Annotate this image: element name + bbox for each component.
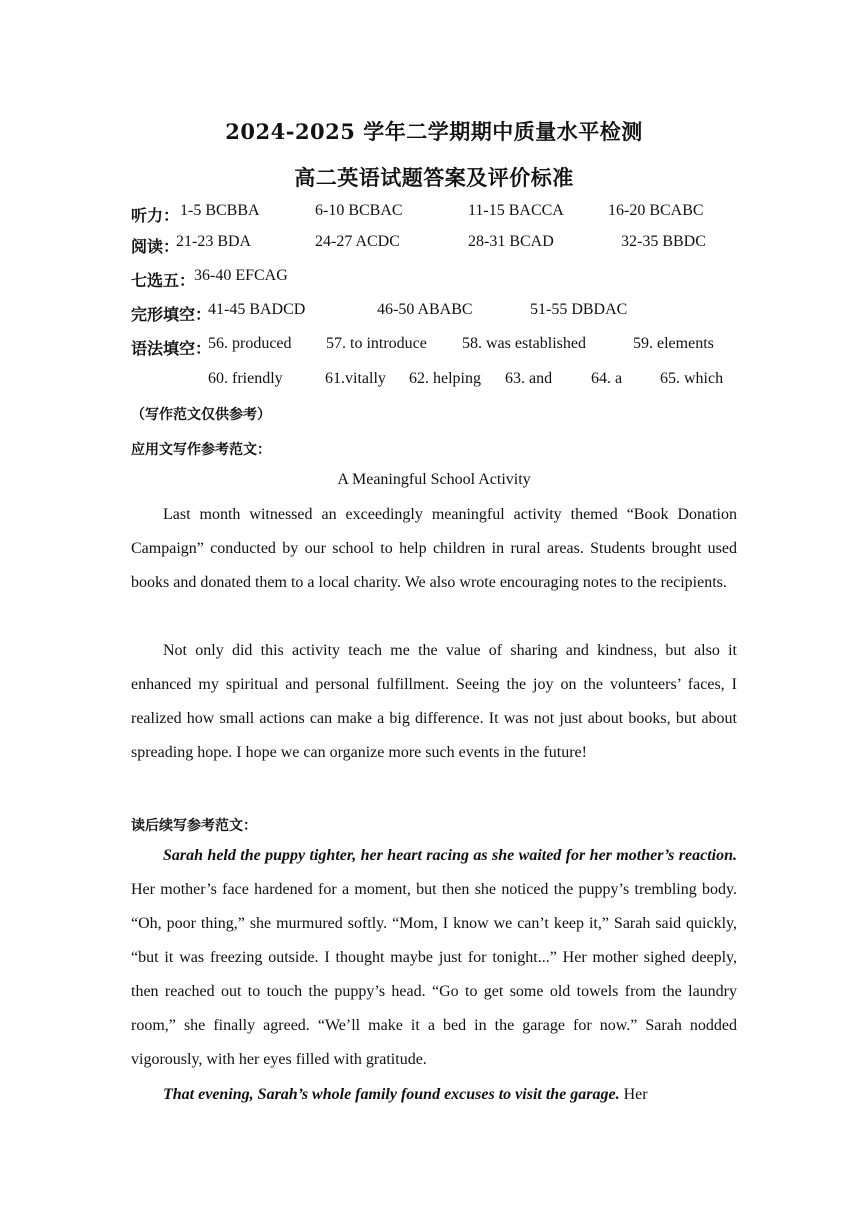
answer-group: 6-10 BCBAC <box>315 202 403 219</box>
seven-choose-five-label: 七选五： <box>131 271 196 290</box>
grammar-answer: 65. which <box>660 370 724 387</box>
grammar-answer: 64. a <box>591 370 623 387</box>
grammar-answer: 58. was established <box>462 335 586 352</box>
continuation-lead-sentence-1: Sarah held the puppy tighter, her heart racing as she waited for her mother’s reaction. <box>163 847 737 864</box>
grammar-answer: 57. to introduce <box>326 335 427 352</box>
continuation-body-1: Her mother’s face hardened for a moment, but then she noticed the puppy’s trembling body. “Oh, poor thing,” she murmured softly. “Mom, I know we can’t keep it,” Sarah said quickly, “but it was freezing outside. I thought maybe just for tonight...” Her mother sighed deeply, then reached out to touch the puppy’s head. “Go to get some old towels from the laundry room,” she finally agreed. “We’ll make it a bed in the garage for now.” Sarah nodded vigorously, with her eyes filled with gratitude. <box>131 881 737 1068</box>
essay-title: A Meaningful School Activity <box>337 471 531 488</box>
answer-group: 21-23 BDA <box>176 233 252 250</box>
practical-essay-paragraph-2: Not only did this activity teach me the value of sharing and kindness, but also it enhanced my spiritual and personal fulfillment. Seeing the joy on the volunteers’ faces, I realized how small actions can make a big difference. It was not just about books, but about spreading hope. I hope we can organize more such events in the future! <box>131 642 737 761</box>
answer-group: 32-35 BBDC <box>621 233 706 250</box>
answer-group: 24-27 ACDC <box>315 233 400 250</box>
writing-reference-note: （写作范文仅供参考） <box>131 407 271 423</box>
continuation-paragraph-1 <box>131 839 737 1077</box>
answer-group: 28-31 BCAD <box>468 233 554 250</box>
listening-label: 听力： <box>131 206 180 225</box>
grammar-answer: 60. friendly <box>208 370 283 387</box>
answer-group: 36-40 EFCAG <box>194 267 288 284</box>
continuation-paragraph-2 <box>131 1078 737 1112</box>
continuation-writing-label: 读后续写参考范文： <box>131 818 257 834</box>
continuation-lead-sentence-2: That evening, Sarah’s whole family found excuses to visit the garage. <box>163 1086 620 1103</box>
continuation-body-2: Her <box>619 1086 648 1103</box>
grammar-answer: 59. elements <box>633 335 714 352</box>
grammar-answer: 63. and <box>505 370 553 387</box>
grammar-answer: 56. produced <box>208 335 292 352</box>
exam-title: 2024-2025 学年二学期期中质量水平检测 <box>225 119 643 144</box>
answer-group: 11-15 BACCA <box>468 202 564 219</box>
grammar-label: 语法填空： <box>131 339 212 358</box>
answer-group: 1-5 BCBBA <box>180 202 260 219</box>
answer-group: 41-45 BADCD <box>208 301 306 318</box>
reading-label: 阅读： <box>131 237 180 256</box>
practical-essay-paragraph-1: Last month witnessed an exceedingly meaningful activity themed “Book Donation Campaign” conducted by our school to help children in rural areas. Students brought used books and donated them to a local charity. We also wrote encouraging notes to the recipients. <box>131 506 737 591</box>
answer-group: 16-20 BCABC <box>608 202 704 219</box>
answer-group: 46-50 ABABC <box>377 301 473 318</box>
grammar-answer: 61.vitally <box>325 370 386 387</box>
cloze-label: 完形填空： <box>131 305 212 324</box>
practical-writing-label: 应用文写作参考范文： <box>131 442 271 458</box>
grammar-answer: 62. helping <box>409 370 481 387</box>
answer-group: 51-55 DBDAC <box>530 301 628 318</box>
answer-key-subtitle: 高二英语试题答案及评价标准 <box>294 165 574 190</box>
